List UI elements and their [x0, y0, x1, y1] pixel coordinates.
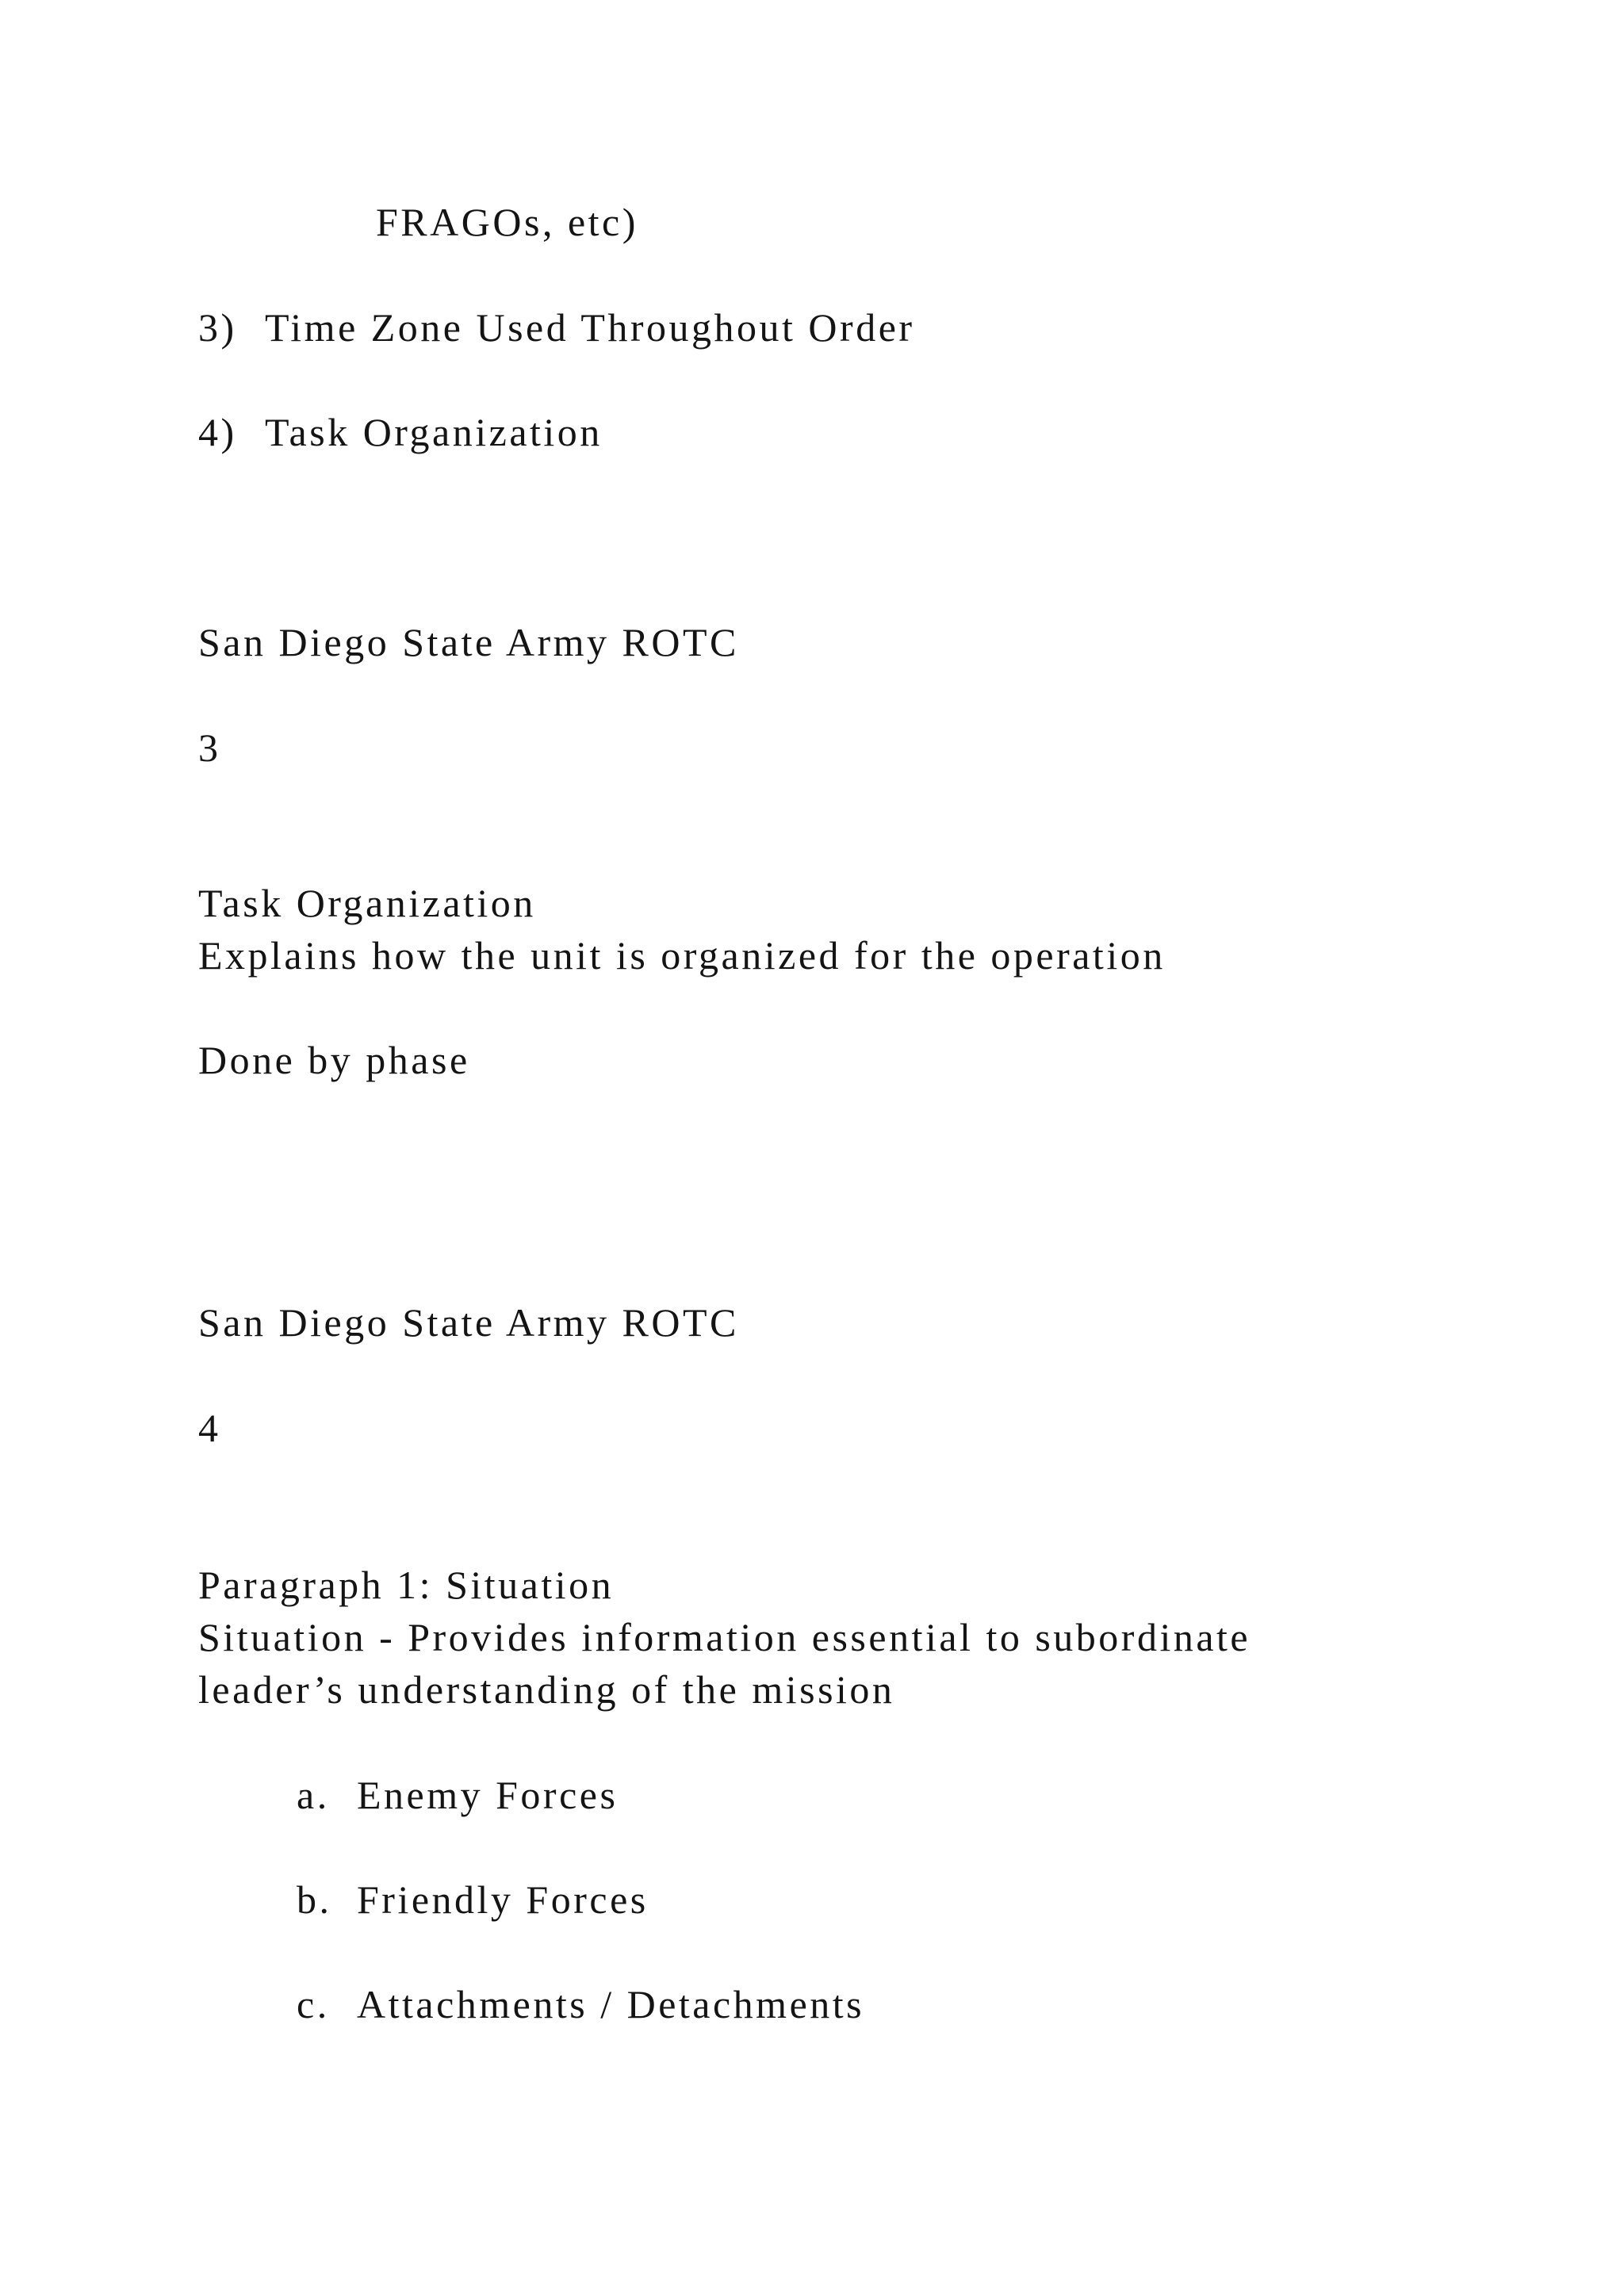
- list-item-number: 4): [198, 410, 237, 454]
- section-title: Paragraph 1: Situation: [198, 1563, 615, 1607]
- list-item: [198, 305, 915, 350]
- body-text: leader’s understanding of the mission: [198, 1667, 895, 1712]
- sub-list-item-text: Attachments / Detachments: [357, 1982, 865, 2026]
- body-text: Done by phase: [198, 1038, 470, 1082]
- list-item: [198, 412, 603, 452]
- list-item-text: Task Organization: [265, 410, 603, 454]
- sub-list-item: [297, 1984, 864, 2024]
- continuation-text: FRAGOs, etc): [376, 200, 638, 244]
- list-item-number: 3): [198, 305, 237, 350]
- sub-list-item-letter: c.: [297, 1982, 330, 2026]
- sub-list-item: [297, 1775, 618, 1815]
- sub-list-item-text: Friendly Forces: [357, 1877, 649, 1922]
- list-item-text: Time Zone Used Throughout Order: [265, 305, 915, 350]
- slide-footer: San Diego State Army ROTC: [198, 620, 739, 664]
- section-title: Task Organization: [198, 881, 536, 925]
- slide-number: 4: [198, 1406, 221, 1450]
- sub-list-item-text: Enemy Forces: [357, 1773, 619, 1817]
- slide-footer: San Diego State Army ROTC: [198, 1300, 739, 1345]
- sub-list-item-letter: b.: [297, 1877, 332, 1922]
- body-text: Situation - Provides information essential to subordinate: [198, 1615, 1251, 1659]
- slide-number: 3: [198, 725, 221, 770]
- sub-list-item: [297, 1877, 649, 1922]
- body-text: Explains how the unit is organized for the operation: [198, 933, 1166, 978]
- sub-list-item-letter: a.: [297, 1773, 330, 1817]
